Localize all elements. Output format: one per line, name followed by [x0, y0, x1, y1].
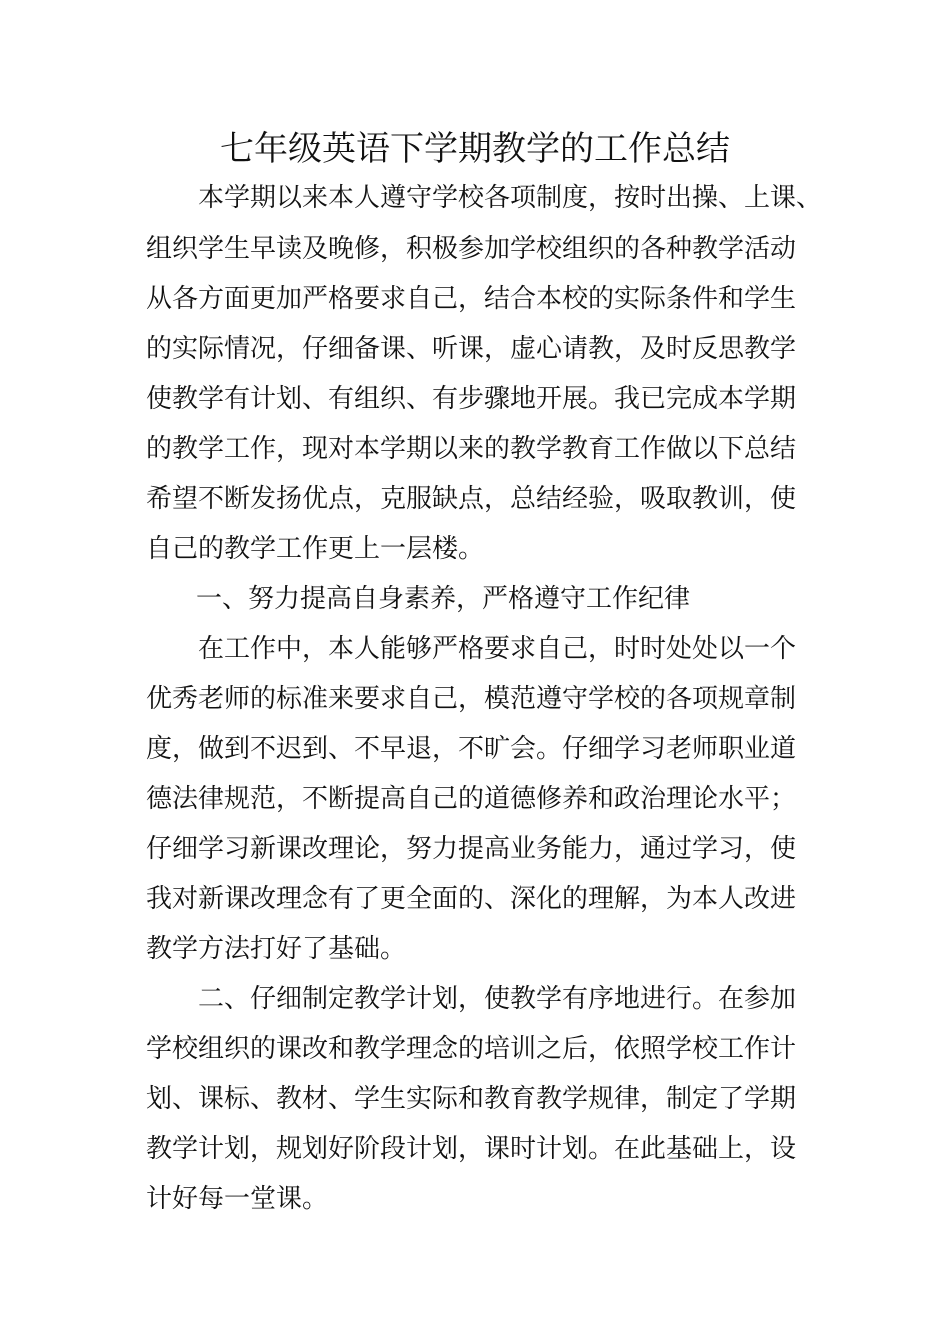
paragraph-line: 自己的教学工作更上一层楼。	[146, 534, 485, 564]
paragraph-line: 的实际情况，仔细备课、听课，虚心请教，及时反思教学	[146, 334, 797, 364]
paragraph-line: 使教学有计划、有组织、有步骤地开展。我已完成本学期	[146, 384, 797, 414]
paragraph-line: 本学期以来本人遵守学校各项制度，按时出操、上课、	[198, 183, 823, 213]
paragraph-line: 计好每一堂课。	[146, 1184, 329, 1214]
paragraph-line: 划、课标、教材、学生实际和教育教学规律，制定了学期	[146, 1084, 797, 1114]
document-title: 七年级英语下学期教学的工作总结	[220, 129, 730, 169]
paragraph-line: 德法律规范，不断提高自己的道德修养和政治理论水平；	[146, 784, 797, 814]
paragraph-line: 我对新课改理念有了更全面的、深化的理解，为本人改进	[146, 884, 797, 914]
paragraph-line: 教学计划，规划好阶段计划，课时计划。在此基础上，设	[146, 1134, 797, 1164]
paragraph-line: 仔细学习新课改理论，努力提高业务能力，通过学习，使	[146, 834, 797, 864]
paragraph-line: 在工作中，本人能够严格要求自己，时时处处以一个	[198, 634, 797, 664]
section-heading: 一、努力提高自身素养，严格遵守工作纪律	[196, 584, 691, 614]
paragraph-line: 希望不断发扬优点，克服缺点，总结经验，吸取教训，使	[146, 484, 797, 514]
paragraph-line: 教学方法打好了基础。	[146, 934, 407, 964]
paragraph-line: 优秀老师的标准来要求自己，模范遵守学校的各项规章制	[146, 684, 797, 714]
paragraph-line: 的教学工作，现对本学期以来的教学教育工作做以下总结	[146, 434, 797, 464]
paragraph-line: 度，做到不迟到、不早退，不旷会。仔细学习老师职业道	[146, 734, 797, 764]
paragraph-line: 从各方面更加严格要求自己，结合本校的实际条件和学生	[146, 284, 797, 314]
paragraph-line: 学校组织的课改和教学理念的培训之后，依照学校工作计	[146, 1034, 797, 1064]
paragraph-line: 组织学生早读及晚修，积极参加学校组织的各种教学活动	[146, 234, 797, 264]
section-heading: 二、仔细制定教学计划，使教学有序地进行。在参加	[198, 984, 797, 1014]
